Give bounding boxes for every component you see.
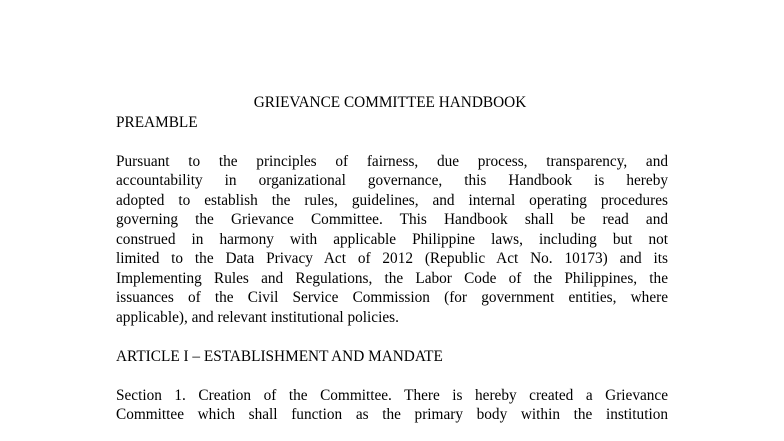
- document-body: [116, 93, 668, 425]
- preamble-line: accountability in organizational governance, this Handbook is hereby: [116, 172, 668, 189]
- preamble-line: limited to the Data Privacy Act of 2012 (Republic Act No. 10173) and its: [116, 250, 668, 267]
- paragraph-spacer: [116, 132, 668, 152]
- preamble-line: Pursuant to the principles of fairness, due process, transparency, and: [116, 152, 668, 170]
- section-line: Section 1. Creation of the Committee. There is hereby created a Grievance: [116, 386, 668, 404]
- preamble-line: applicable), and relevant institutional policies.: [116, 308, 399, 326]
- preamble-line: construed in harmony with applicable Philippine laws, including but not: [116, 230, 668, 248]
- paragraph-spacer: [116, 327, 668, 347]
- section-paragraph: [116, 386, 668, 425]
- section-line: Committee which shall function as the primary body within the institution: [116, 406, 668, 423]
- document-title: GRIEVANCE COMMITTEE HANDBOOK: [253, 94, 527, 111]
- preamble-heading: PREAMBLE: [116, 113, 198, 131]
- preamble-line: issuances of the Civil Service Commission (for government entities, where: [116, 289, 668, 306]
- preamble-line: governing the Grievance Committee. This Handbook shall be read and: [116, 211, 668, 228]
- article-heading: ARTICLE I – ESTABLISHMENT AND MANDATE: [116, 347, 443, 365]
- preamble-paragraph: [116, 152, 668, 328]
- preamble-line: adopted to establish the rules, guidelines, and internal operating procedures: [116, 191, 668, 209]
- paragraph-spacer: [116, 366, 668, 386]
- preamble-line: Implementing Rules and Regulations, the Labor Code of the Philippines, the: [116, 269, 668, 287]
